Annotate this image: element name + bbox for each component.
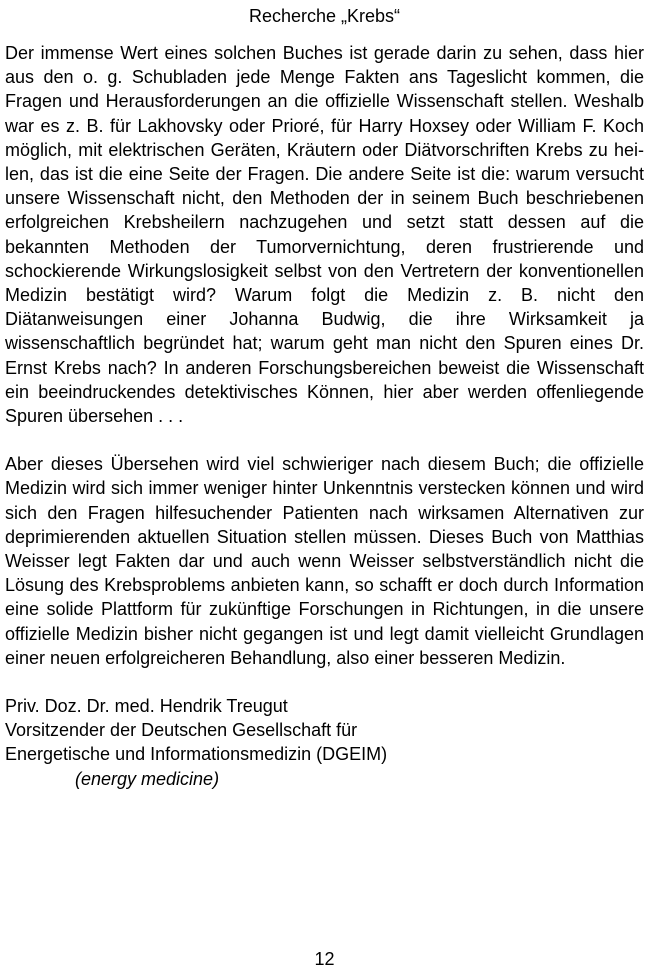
signature-block <box>5 694 644 791</box>
page-number-text: 12 <box>314 949 335 969</box>
paragraph-2: Aber dieses Übersehen wird viel schwieriger nach diesem Buch; die offizielle Medizin wird sich immer weniger hinter Unkenntnis verstecken können und wird sich den Fragen hilfesuchender Patienten nach wirksamen Alternativen zur deprimierenden aktuellen Situation stellen müssen. Dieses Buch von Matthias Weisser legt Fakten dar und auch wenn Weisser selbstverständlich nicht die Lösung des Krebsproblems anbieten kann, so schafft er doch durch Information eine solide Plattform für zukünftige Forschungen in Richtungen, in die unsere offizielle Medizin bisher nicht gegangen ist und legt damit vielleicht Grundlagen einer neuen erfolgreicheren Behandlung, also einer besseren Medizin. <box>5 454 644 668</box>
running-header <box>0 5 649 27</box>
page-number <box>0 948 649 970</box>
signature-name: Priv. Doz. Dr. med. Hendrik Treugut <box>5 696 288 717</box>
page-body <box>5 41 644 791</box>
header-title: Recherche „Krebs“ <box>248 6 401 26</box>
paragraph-gap <box>5 428 644 452</box>
paragraph-gap <box>5 670 644 694</box>
signature-note: (energy medicine) <box>75 768 220 789</box>
signature-role: Vorsitzender der Deutschen Gesellschaft für <box>5 720 358 741</box>
paragraph-1: Der immense Wert eines solchen Buches ist gerade darin zu sehen, dass hier aus den o. g. Schubladen jede Menge Fakten ans Tageslicht kommen, die Fragen und Herausforderungen an die offizielle Wissenschaft stellen. Weshalb war es z. B. für Lakhovsky oder Prioré, für Harry Hoxsey oder William F. Koch möglich, mit elektrischen Geräten, Kräutern oder Diätvorschriften Krebs zu heilen, das ist die eine Seite der Fragen. Die andere Seite ist die: warum versucht unsere Wissenschaft nicht, den Methoden der in seinem Buch beschriebenen erfolgreichen Krebsheilern nachzugehen und setzt statt dessen auf die bekannten Methoden der Tumorvernichtung, deren frustrierende und schockierende Wirkungslosigkeit selbst von den Vertretern der konventionellen Medizin bestätigt wird? Warum folgt die Medizin z. B. nicht den Diätanweisungen einer Johanna Budwig, die ihre Wirksamkeit ja wissenschaftlich begründet hat; warum geht man nicht den Spuren eines Dr. Ernst Krebs nach? In anderen Forschungsbereichen beweist die Wissenschaft ein beeindruckendes detektivisches Können, hier aber werden offenliegende Spuren übersehen . . . <box>5 43 644 427</box>
signature-organization: Energetische und Informationsmedizin (DGEIM) <box>5 744 388 765</box>
